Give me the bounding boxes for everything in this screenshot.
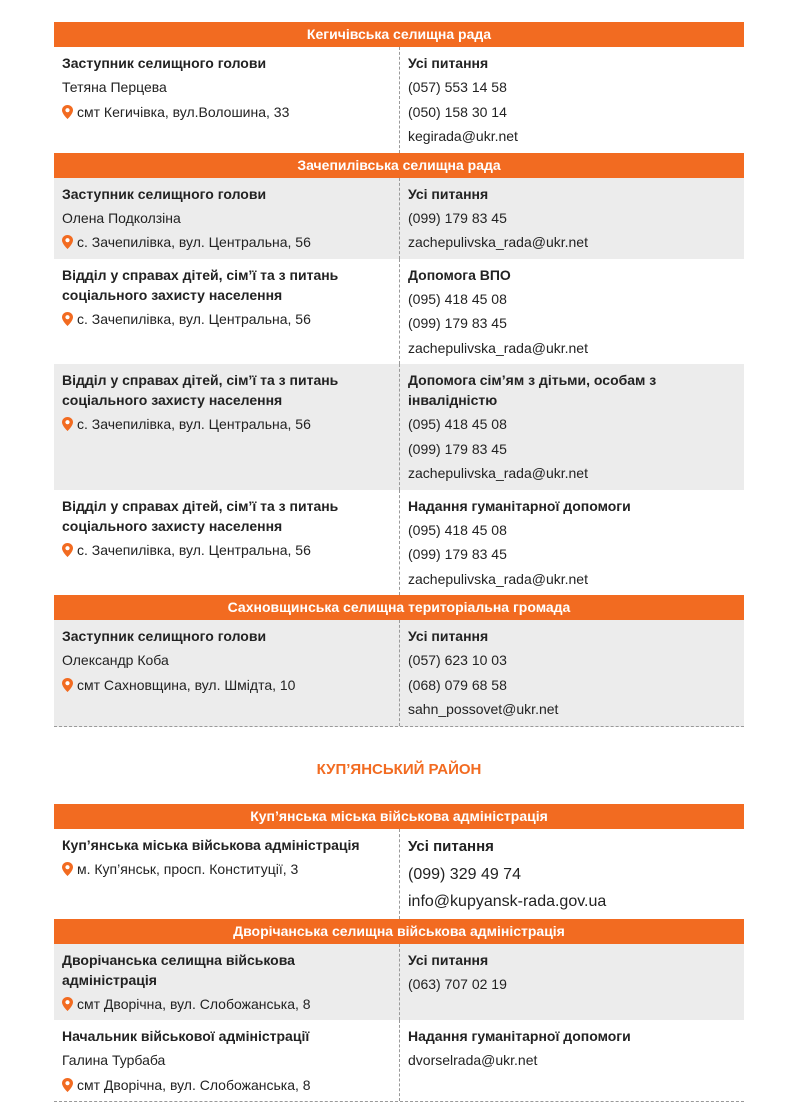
email-link[interactable]: zachepulivska_rada@ukr.net <box>408 339 588 356</box>
topic-title: Усі питання <box>408 837 494 855</box>
phone-number[interactable]: (095) 418 45 08 <box>408 290 507 307</box>
phone-number[interactable]: (057) 553 14 58 <box>408 79 507 95</box>
contact-left <box>54 178 399 259</box>
contact-right <box>399 364 744 490</box>
topic-title: Допомога ВПО <box>408 266 511 283</box>
department-title: Відділ у справах дітей, сім’ї та з питань соціального захисту населення <box>62 497 339 534</box>
department-title: Відділ у справах дітей, сім’ї та з питань соціального захисту населення <box>62 266 339 303</box>
location-pin-icon <box>62 1078 73 1092</box>
location-pin-icon <box>62 105 73 119</box>
section-header: Куп’янська міська військова адміністрація <box>54 804 744 829</box>
address <box>62 412 391 437</box>
address-text: смт Сахновщина, вул. Шмідта, 10 <box>77 676 296 693</box>
address <box>62 1073 391 1098</box>
contact-row <box>54 1020 744 1102</box>
phone-number[interactable]: (057) 623 10 03 <box>408 652 507 668</box>
contact-left <box>54 829 399 919</box>
location-pin-icon <box>62 312 73 326</box>
topic-title: Усі питання <box>408 628 489 644</box>
phone-number[interactable]: (099) 329 49 74 <box>408 865 521 883</box>
address-text: м. Куп’янськ, просп. Конституції, 3 <box>77 860 299 877</box>
phone-number[interactable]: (099) 179 83 45 <box>408 546 507 562</box>
contact-right <box>399 829 744 919</box>
section-header: Дворічанська селищна військова адміністрація <box>54 919 744 944</box>
contact-person: Олександр Коба <box>62 652 169 668</box>
department-title: Заступник селищного голови <box>62 55 267 71</box>
address <box>62 992 391 1017</box>
contact-row <box>54 47 744 153</box>
contact-person: Олена Подколзіна <box>62 209 181 226</box>
email-link[interactable]: zachepulivska_rada@ukr.net <box>408 465 588 481</box>
contacts-document <box>54 22 744 1102</box>
phone-number[interactable]: (099) 179 83 45 <box>408 440 507 457</box>
contact-right <box>399 47 744 153</box>
contact-right <box>399 620 744 726</box>
contact-person: Тетяна Перцева <box>62 79 167 95</box>
address-text: с. Зачепилівка, вул. Центральна, 56 <box>77 310 311 327</box>
contact-right <box>399 178 744 259</box>
address <box>62 538 391 563</box>
address <box>62 307 391 332</box>
contact-right <box>399 259 744 365</box>
contact-right <box>399 1020 744 1101</box>
section-header: Сахновщинська селищна територіальна громада <box>54 595 744 620</box>
contact-row <box>54 364 744 490</box>
email-link[interactable]: zachepulivska_rada@ukr.net <box>408 570 588 587</box>
department-title: Заступник селищного голови <box>62 628 267 644</box>
email-link[interactable]: dvorselrada@ukr.net <box>408 1052 538 1068</box>
topic-title: Допомога сім’ям з дітьми, особам з інвалідністю <box>408 372 657 408</box>
department-title: Дворічанська селищна військова адміністрація <box>62 951 295 988</box>
location-pin-icon <box>62 997 73 1011</box>
contact-row <box>54 259 744 365</box>
topic-title: Усі питання <box>408 55 489 71</box>
location-pin-icon <box>62 678 73 692</box>
address <box>62 857 391 882</box>
address <box>62 673 391 698</box>
address-text: с. Зачепилівка, вул. Центральна, 56 <box>77 416 311 432</box>
phone-number[interactable]: (063) 707 02 19 <box>408 975 507 992</box>
contact-row <box>54 178 744 259</box>
section-header: Кегичівська селищна рада <box>54 22 744 47</box>
topic-title: Надання гуманітарної допомоги <box>408 1028 631 1044</box>
contact-right <box>399 490 744 596</box>
topic-title: Надання гуманітарної допомоги <box>408 497 631 514</box>
address-text: смт Дворічна, вул. Слобожанська, 8 <box>77 1076 311 1093</box>
email-link[interactable]: sahn_possovet@ukr.net <box>408 701 559 717</box>
contact-row <box>54 620 744 727</box>
phone-number[interactable]: (068) 079 68 58 <box>408 676 507 693</box>
contact-row <box>54 944 744 1021</box>
department-title: Заступник селищного голови <box>62 185 267 202</box>
location-pin-icon <box>62 862 73 876</box>
contact-left <box>54 944 399 1021</box>
contact-right <box>399 944 744 1021</box>
phone-number[interactable]: (095) 418 45 08 <box>408 521 507 538</box>
email-link[interactable]: zachepulivska_rada@ukr.net <box>408 234 588 250</box>
phone-number[interactable]: (095) 418 45 08 <box>408 416 507 432</box>
address-text: смт Кегичівка, вул.Волошина, 33 <box>77 103 290 120</box>
address <box>62 230 391 255</box>
address-text: смт Дворічна, вул. Слобожанська, 8 <box>77 995 311 1012</box>
section-header: Зачепилівська селищна рада <box>54 153 744 178</box>
contact-left <box>54 620 399 726</box>
location-pin-icon <box>62 543 73 557</box>
address-text: с. Зачепилівка, вул. Центральна, 56 <box>77 234 311 250</box>
contact-person: Галина Турбаба <box>62 1052 166 1068</box>
location-pin-icon <box>62 417 73 431</box>
contact-left <box>54 1020 399 1101</box>
department-title: Куп’янська міська військова адміністрація <box>62 836 360 853</box>
department-title: Відділ у справах дітей, сім’ї та з питань соціального захисту населення <box>62 372 339 408</box>
email-link[interactable]: info@kupyansk-rada.gov.ua <box>408 892 607 910</box>
department-title: Начальник військової адміністрації <box>62 1028 310 1044</box>
address <box>62 100 391 125</box>
address-text: с. Зачепилівка, вул. Центральна, 56 <box>77 541 311 558</box>
contact-left <box>54 364 399 490</box>
topic-title: Усі питання <box>408 951 489 968</box>
contact-left <box>54 47 399 153</box>
contact-left <box>54 259 399 365</box>
contact-row <box>54 829 744 919</box>
email-link[interactable]: kegirada@ukr.net <box>408 128 518 144</box>
district-title: КУП’ЯНСЬКИЙ РАЙОН <box>316 760 482 778</box>
phone-number[interactable]: (050) 158 30 14 <box>408 103 507 120</box>
topic-title: Усі питання <box>408 185 489 202</box>
location-pin-icon <box>62 235 73 249</box>
contact-left <box>54 490 399 596</box>
phone-number[interactable]: (099) 179 83 45 <box>408 209 507 226</box>
phone-number[interactable]: (099) 179 83 45 <box>408 315 507 331</box>
contact-row <box>54 490 744 596</box>
